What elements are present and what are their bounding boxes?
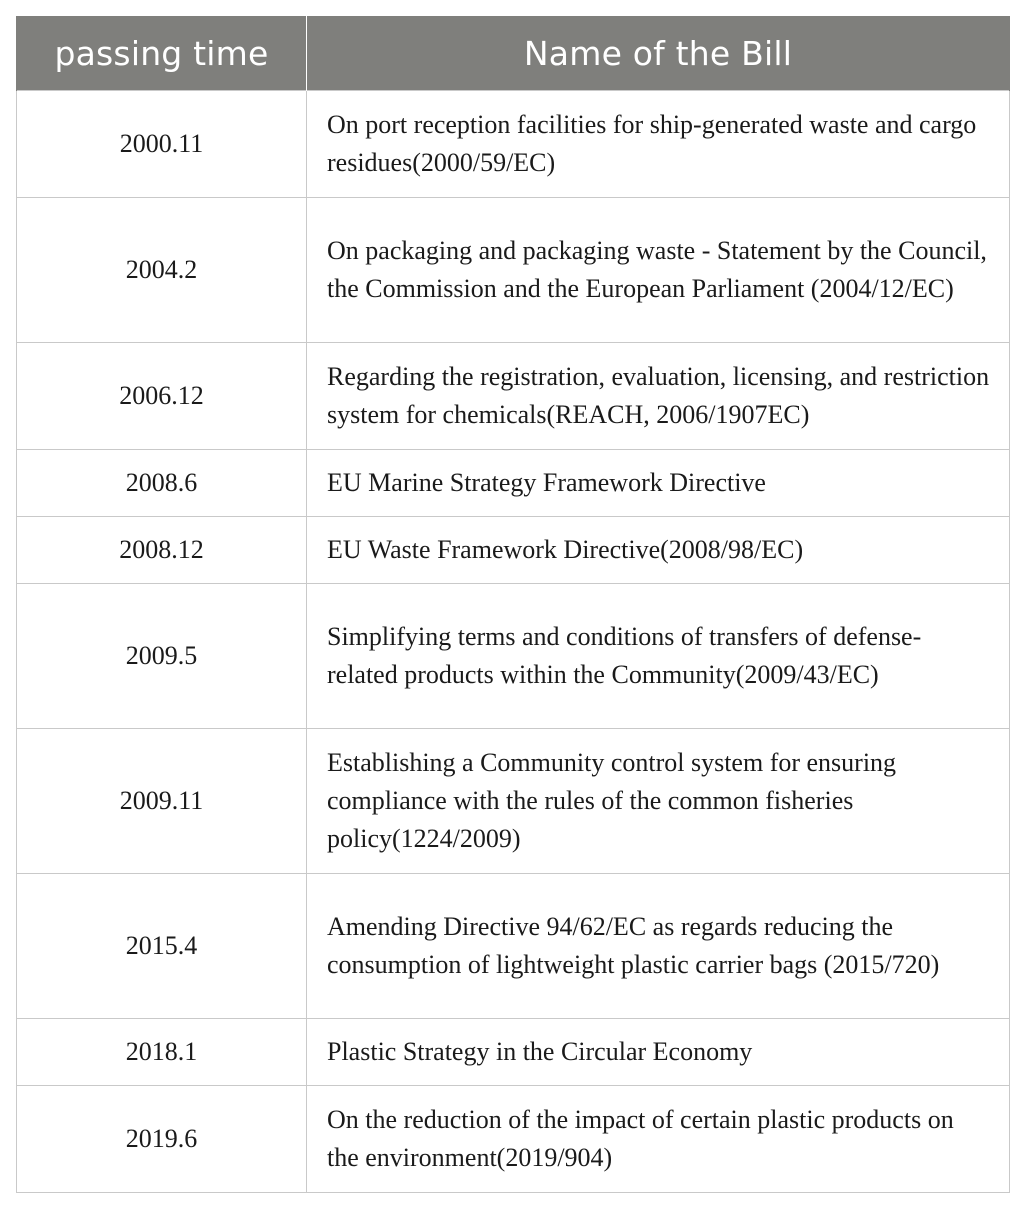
header-bill-name: Name of the Bill xyxy=(307,16,1010,91)
table-row xyxy=(17,729,1010,874)
table-row xyxy=(17,343,1010,450)
row-date: 2019.6 xyxy=(17,1086,307,1193)
table-row xyxy=(17,198,1010,343)
row-bill-name: Simplifying terms and conditions of transfers of defense-related products within the Community(2009/43/EC) xyxy=(307,584,1010,729)
table-row xyxy=(17,1019,1010,1086)
row-date: 2008.6 xyxy=(17,450,307,517)
row-date: 2009.5 xyxy=(17,584,307,729)
table-row xyxy=(17,1086,1010,1193)
bills-table xyxy=(16,16,1010,1193)
row-bill-name: On port reception facilities for ship-generated waste and cargo residues(2000/59/EC) xyxy=(307,91,1010,198)
table-row xyxy=(17,517,1010,584)
table-row xyxy=(17,91,1010,198)
row-bill-name: Regarding the registration, evaluation, licensing, and restriction system for chemicals(REACH, 2006/1907EC) xyxy=(307,343,1010,450)
table-row xyxy=(17,874,1010,1019)
row-date: 2018.1 xyxy=(17,1019,307,1086)
header-passing-time: passing time xyxy=(17,16,307,91)
header-row xyxy=(17,16,1010,91)
row-bill-name: On packaging and packaging waste - Statement by the Council, the Commission and the European Parliament (2004/12/EC) xyxy=(307,198,1010,343)
row-date: 2015.4 xyxy=(17,874,307,1019)
row-date: 2000.11 xyxy=(17,91,307,198)
row-date: 2004.2 xyxy=(17,198,307,343)
row-date: 2006.12 xyxy=(17,343,307,450)
table-row xyxy=(17,450,1010,517)
row-bill-name: Establishing a Community control system for ensuring compliance with the rules of the common fisheries policy(1224/2009) xyxy=(307,729,1010,874)
row-bill-name: Amending Directive 94/62/EC as regards reducing the consumption of lightweight plastic carrier bags (2015/720) xyxy=(307,874,1010,1019)
row-bill-name: On the reduction of the impact of certain plastic products on the environment(2019/904) xyxy=(307,1086,1010,1193)
row-bill-name: Plastic Strategy in the Circular Economy xyxy=(307,1019,1010,1086)
row-bill-name: EU Marine Strategy Framework Directive xyxy=(307,450,1010,517)
row-bill-name: EU Waste Framework Directive(2008/98/EC) xyxy=(307,517,1010,584)
row-date: 2009.11 xyxy=(17,729,307,874)
table-row xyxy=(17,584,1010,729)
row-date: 2008.12 xyxy=(17,517,307,584)
